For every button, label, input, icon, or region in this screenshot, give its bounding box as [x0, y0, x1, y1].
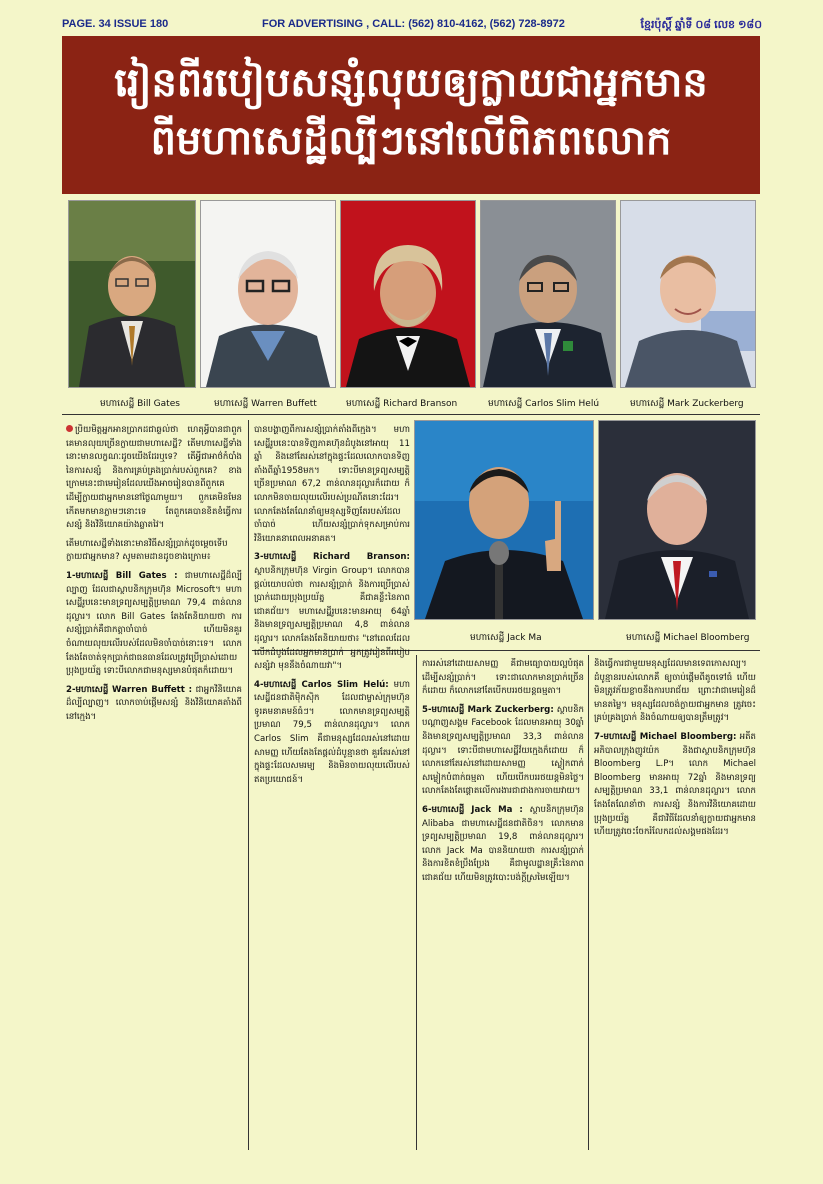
portrait-image [341, 201, 475, 387]
title-line-2: ពីមហាសេដ្ឋីល្បីៗនៅលើពិភពលោក [150, 118, 672, 164]
portrait-image [415, 421, 593, 619]
paragraph [66, 570, 242, 679]
section-heading: 3-មហាសេដ្ឋី Richard Branson: [254, 552, 410, 563]
paragraph [254, 679, 410, 788]
bullet-icon [66, 425, 73, 432]
advertising-contact: FOR ADVERTISING , CALL: (562) 810-4162, (562) 728-8972 [262, 18, 565, 30]
paragraph: ការរស់នៅដោយសាមញ្ញ គឺជាមធ្យោបាយល្អបំផុតដើម្បីសន្សំប្រាក់។ ទោះជាលោកមានប្រាក់ច្រើនក៏ដោយ ក៏លោកនៅតែបើកបររថយន្តធម្មតា។ [422, 659, 584, 697]
page-issue-label: PAGE. 34 ISSUE 180 [62, 18, 169, 30]
section-heading: 4-មហាសេដ្ឋី Carlos Slim Helú: [254, 679, 389, 690]
photo-warren-buffett [200, 200, 336, 388]
paragraph [254, 551, 410, 673]
article-column-4 [594, 658, 756, 1148]
article-column-3 [422, 658, 584, 1148]
section-heading: 2-មហាសេដ្ឋី Warren Buffett : [66, 684, 193, 695]
article-column-1 [66, 424, 242, 1148]
portrait-image [69, 201, 195, 387]
caption-richard-branson: មហាសេដ្ឋី Richard Branson [346, 399, 458, 409]
article-column-2 [254, 424, 410, 1148]
photo-carlos-slim [480, 200, 616, 388]
photo-bill-gates [68, 200, 196, 388]
photo-richard-branson [340, 200, 476, 388]
paragraph-text: ប្រិយមិត្តអ្នកអានប្រាកដជាឆ្ងល់ថា ហេតុអ្វីបានជាពួកគេមានលុយច្រើនក្លាយជាមហាសេដ្ឋី? តើមហាសេដ្ឋីទាំងនោះមានលក្ខណៈដូចយើងដែរឬទេ? តើអ្វីជាអាថ៌កំបាំងនៃការសន្សំ និងការគ្រប់គ្រងប្រាក់របស់ពួកគេ? ខាងក្រោមនេះជាមេរៀនដែលយើងអាចរៀនបានពីពួកគេ ដើម្បីក្លាយជាអ្នកមាននៅថ្ងៃណាមួយ។ ពួកគេមិនមែនកើតមកមានភ្លាមៗនោះទេ តែពួកគេបានខិតខំធ្វើការ សន្សំ និងវិនិយោគយ៉ាងឆ្លាតវៃ។ [66, 425, 242, 531]
portrait-image [599, 421, 755, 619]
paragraph-text: ជាអ្នកវិនិយោគដ៏ល្បីល្បាញ។ លោកចាប់ផ្ដើមសន្សំ និងវិនិយោគតាំងពីនៅក្មេង។ [66, 684, 242, 722]
caption-michael-bloomberg: មហាសេដ្ឋី Michael Bloomberg [626, 633, 750, 643]
column-divider [248, 420, 249, 1150]
column-divider [416, 655, 417, 1150]
photo-michael-bloomberg [598, 420, 756, 620]
paragraph: និងធ្វើការជាមួយមនុស្សដែលមានទេពកោសល្យ។ ដំបូន្មានរបស់លោកគឺ ឲ្យចាប់ផ្ដើមពីតូចទៅធំ ហើយមិនត្រូវភ័យខ្លាចនឹងការបរាជ័យ ព្រោះវាជាមេរៀនដ៏មានតម្លៃ។ មនុស្សដែលចង់ក្លាយជាអ្នកមាន ត្រូវចេះគ្រប់គ្រងប្រាក់ និងចំណាយឲ្យបានត្រឹមត្រូវ។ [594, 659, 756, 724]
photo-jack-ma [414, 420, 594, 620]
title-line-1: រៀនពីរបៀបសន្សំលុយឲ្យក្លាយជាអ្នកមាន [114, 60, 708, 106]
publication-issue-khmer: ខ្មែរប៉ុស្ដិ៍ ឆ្នាំទី ០៨ លេខ ១៨០ [640, 19, 762, 31]
page-header [62, 16, 762, 34]
portrait-image [621, 201, 755, 387]
paragraph [66, 684, 242, 725]
section-heading: 1-មហាសេដ្ឋី Bill Gates : [66, 570, 178, 581]
paragraph [422, 704, 584, 799]
article-title [62, 36, 760, 194]
paragraph-text: អតីតអភិបាលក្រុងញូវយ៉ក និងជាស្ថាបនិកក្រុមហ៊ុន Bloomberg L.P។ លោក Michael Bloomberg មានអាយុ 72ឆ្នាំ និងមានទ្រព្យសម្បត្តិប្រមាណ 33,1 ពាន់លានដុល្លារ។ លោកតែងតែណែនាំថា ការសន្សំ និងការវិនិយោគដោយប្រុងប្រយ័ត្ន គឺជាវិធីដែលនាំឲ្យក្លាយជាអ្នកមាន ហើយត្រូវចេះចែករំលែកដល់សង្គមផងដែរ។ [594, 731, 756, 838]
paragraph [594, 731, 756, 840]
paragraph [422, 804, 584, 886]
section-heading: 5-មហាសេដ្ឋី Mark Zuckerberg: [422, 704, 554, 715]
paragraph: បានបង្ហាញពីការសន្សំប្រាក់តាំងពីក្មេង។ មហាសេដ្ឋីរូបនេះបានទិញភាគហ៊ុនដំបូងនៅអាយុ 11 ឆ្នាំ និងនៅតែរស់នៅក្នុងផ្ទះដែលលោកបានទិញតាំងពីឆ្នាំ1958មក។ ទោះបីមានទ្រព្យសម្បត្តិច្រើនប្រមាណ 67,2 ពាន់លានដុល្លារក៏ដោយ ក៏លោកមិនចាយលុយលើរបស់ប្រណីតនោះដែរ។ លោកតែងតែណែនាំឲ្យមនុស្សទិញតែរបស់ដែលចាំបាច់ ហើយសន្សំប្រាក់ទុកសម្រាប់ការវិនិយោគនាពេលអនាគត។ [254, 425, 410, 544]
paragraph: តើមហាសេដ្ឋីទាំងនោះមានវិធីសន្សំប្រាក់ដូចម្ដេចទើបក្លាយជាអ្នកមាន? សូមតាមដានដូចខាងក្រោម៖ [66, 538, 228, 563]
horizontal-divider [62, 414, 760, 415]
caption-warren-buffett: មហាសេដ្ឋី Warren Buffett [214, 399, 317, 409]
column-divider [588, 655, 589, 1150]
portrait-image [201, 201, 335, 387]
paragraph-text: ស្ថាបនិកក្រុមហ៊ុន Virgin Group។ លោកបានផ្ដល់យោបល់ថា ការសន្សំប្រាក់ និងការប្រើប្រាស់ប្រាក់ដោយប្រុងប្រយ័ត្ន គឺជាគន្លឹះនៃភាពជោគជ័យ។ មហាសេដ្ឋីរូបនេះមានអាយុ 64ឆ្នាំ និងមានទ្រព្យសម្បត្តិប្រមាណ 4,8 ពាន់លានដុល្លារ។ លោកតែងតែនិយាយថា៖ "នៅពេលដែលលើកដំបូងដែលអ្នកមានប្រាក់ អ្នកត្រូវរៀនពីរបៀបសន្សំវា មុននឹងចំណាយវា"។ [254, 565, 410, 672]
paragraph-text: ជាមហាសេដ្ឋីដ៏ល្បីល្បាញ ដែលជាស្ថាបនិកក្រុមហ៊ុន Microsoft។ មហាសេដ្ឋីរូបនេះមានទ្រព្យសម្បត្តិប្រមាណ 79,4 ពាន់លានដុល្លារ។ លោក Bill Gates តែងតែនិយាយថា ការសន្សំប្រាក់គឺជាកត្តាចាំបាច់ ហើយមិនគួរចំណាយលុយលើរបស់ដែលមិនចាំបាច់នោះទេ។ លោកតែងតែចាត់ទុកប្រាក់ជាធនធានដែលត្រូវប្រើប្រាស់ដោយប្រុងប្រយ័ត្ន ទោះបីលោកជាមនុស្សមានបំផុតក៏ដោយ។ [66, 570, 242, 677]
photo-mark-zuckerberg [620, 200, 756, 388]
section-heading: 6-មហាសេដ្ឋី Jack Ma : [422, 804, 523, 815]
caption-carlos-slim: មហាសេដ្ឋី Carlos Slim Helú [488, 399, 600, 409]
caption-bill-gates: មហាសេដ្ឋី Bill Gates [100, 399, 180, 409]
caption-jack-ma: មហាសេដ្ឋី Jack Ma [470, 633, 542, 643]
paragraph-text: ស្ថាបនិកក្រុមហ៊ុន Alibaba ជាមហាសេដ្ឋីជនជាតិចិន។ លោកមានទ្រព្យសម្បត្តិប្រមាណ 19,8 ពាន់លានដុល្លារ។ លោក Jack Ma បាននិយាយថា ការសន្សំប្រាក់ និងការខិតខំប្រឹងប្រែង គឺជាមូលដ្ឋានគ្រឹះនៃភាពជោគជ័យ ហើយមិនត្រូវបោះបង់ក្ដីស្រមៃឡើយ។ [422, 804, 584, 883]
portrait-image [481, 201, 615, 387]
paragraph-text: ស្ថាបនិកបណ្ដាញសង្គម Facebook ដែលមានអាយុ 30ឆ្នាំ និងមានទ្រព្យសម្បត្តិប្រមាណ 33,3 ពាន់លានដុល្លារ។ ទោះបីជាមហាសេដ្ឋីវ័យក្មេងក៏ដោយ ក៏លោកនៅតែរស់នៅដោយសាមញ្ញ ស្លៀកពាក់សម្លៀកបំពាក់ធម្មតា ហើយបើកបររថយន្តមិនថ្លៃ។ លោកតែងតែផ្ដោតលើការងារជាជាងការចាយវាយ។ [422, 704, 584, 797]
paragraph [66, 424, 242, 533]
caption-mark-zuckerberg: មហាសេដ្ឋី Mark Zuckerberg [630, 399, 744, 409]
paragraph-text: មហាសេដ្ឋីជនជាតិម៉ិកស៊ិក ដែលជាម្ចាស់ក្រុមហ៊ុនទូរគមនាគមន៍ធំៗ។ លោកមានទ្រព្យសម្បត្តិប្រមាណ 79,5 ពាន់លានដុល្លារ។ លោក Carlos Slim គឺជាមនុស្សដែលរស់នៅដោយសាមញ្ញ ហើយតែងតែផ្ដល់ដំបូន្មានថា គួរតែរស់នៅក្នុងផ្ទះដែលសមរម្យ និងមិនចាយលុយលើរបស់ឥតប្រយោជន៍។ [254, 679, 410, 785]
section-heading: 7-មហាសេដ្ឋី Michael Bloomberg: [594, 731, 737, 742]
